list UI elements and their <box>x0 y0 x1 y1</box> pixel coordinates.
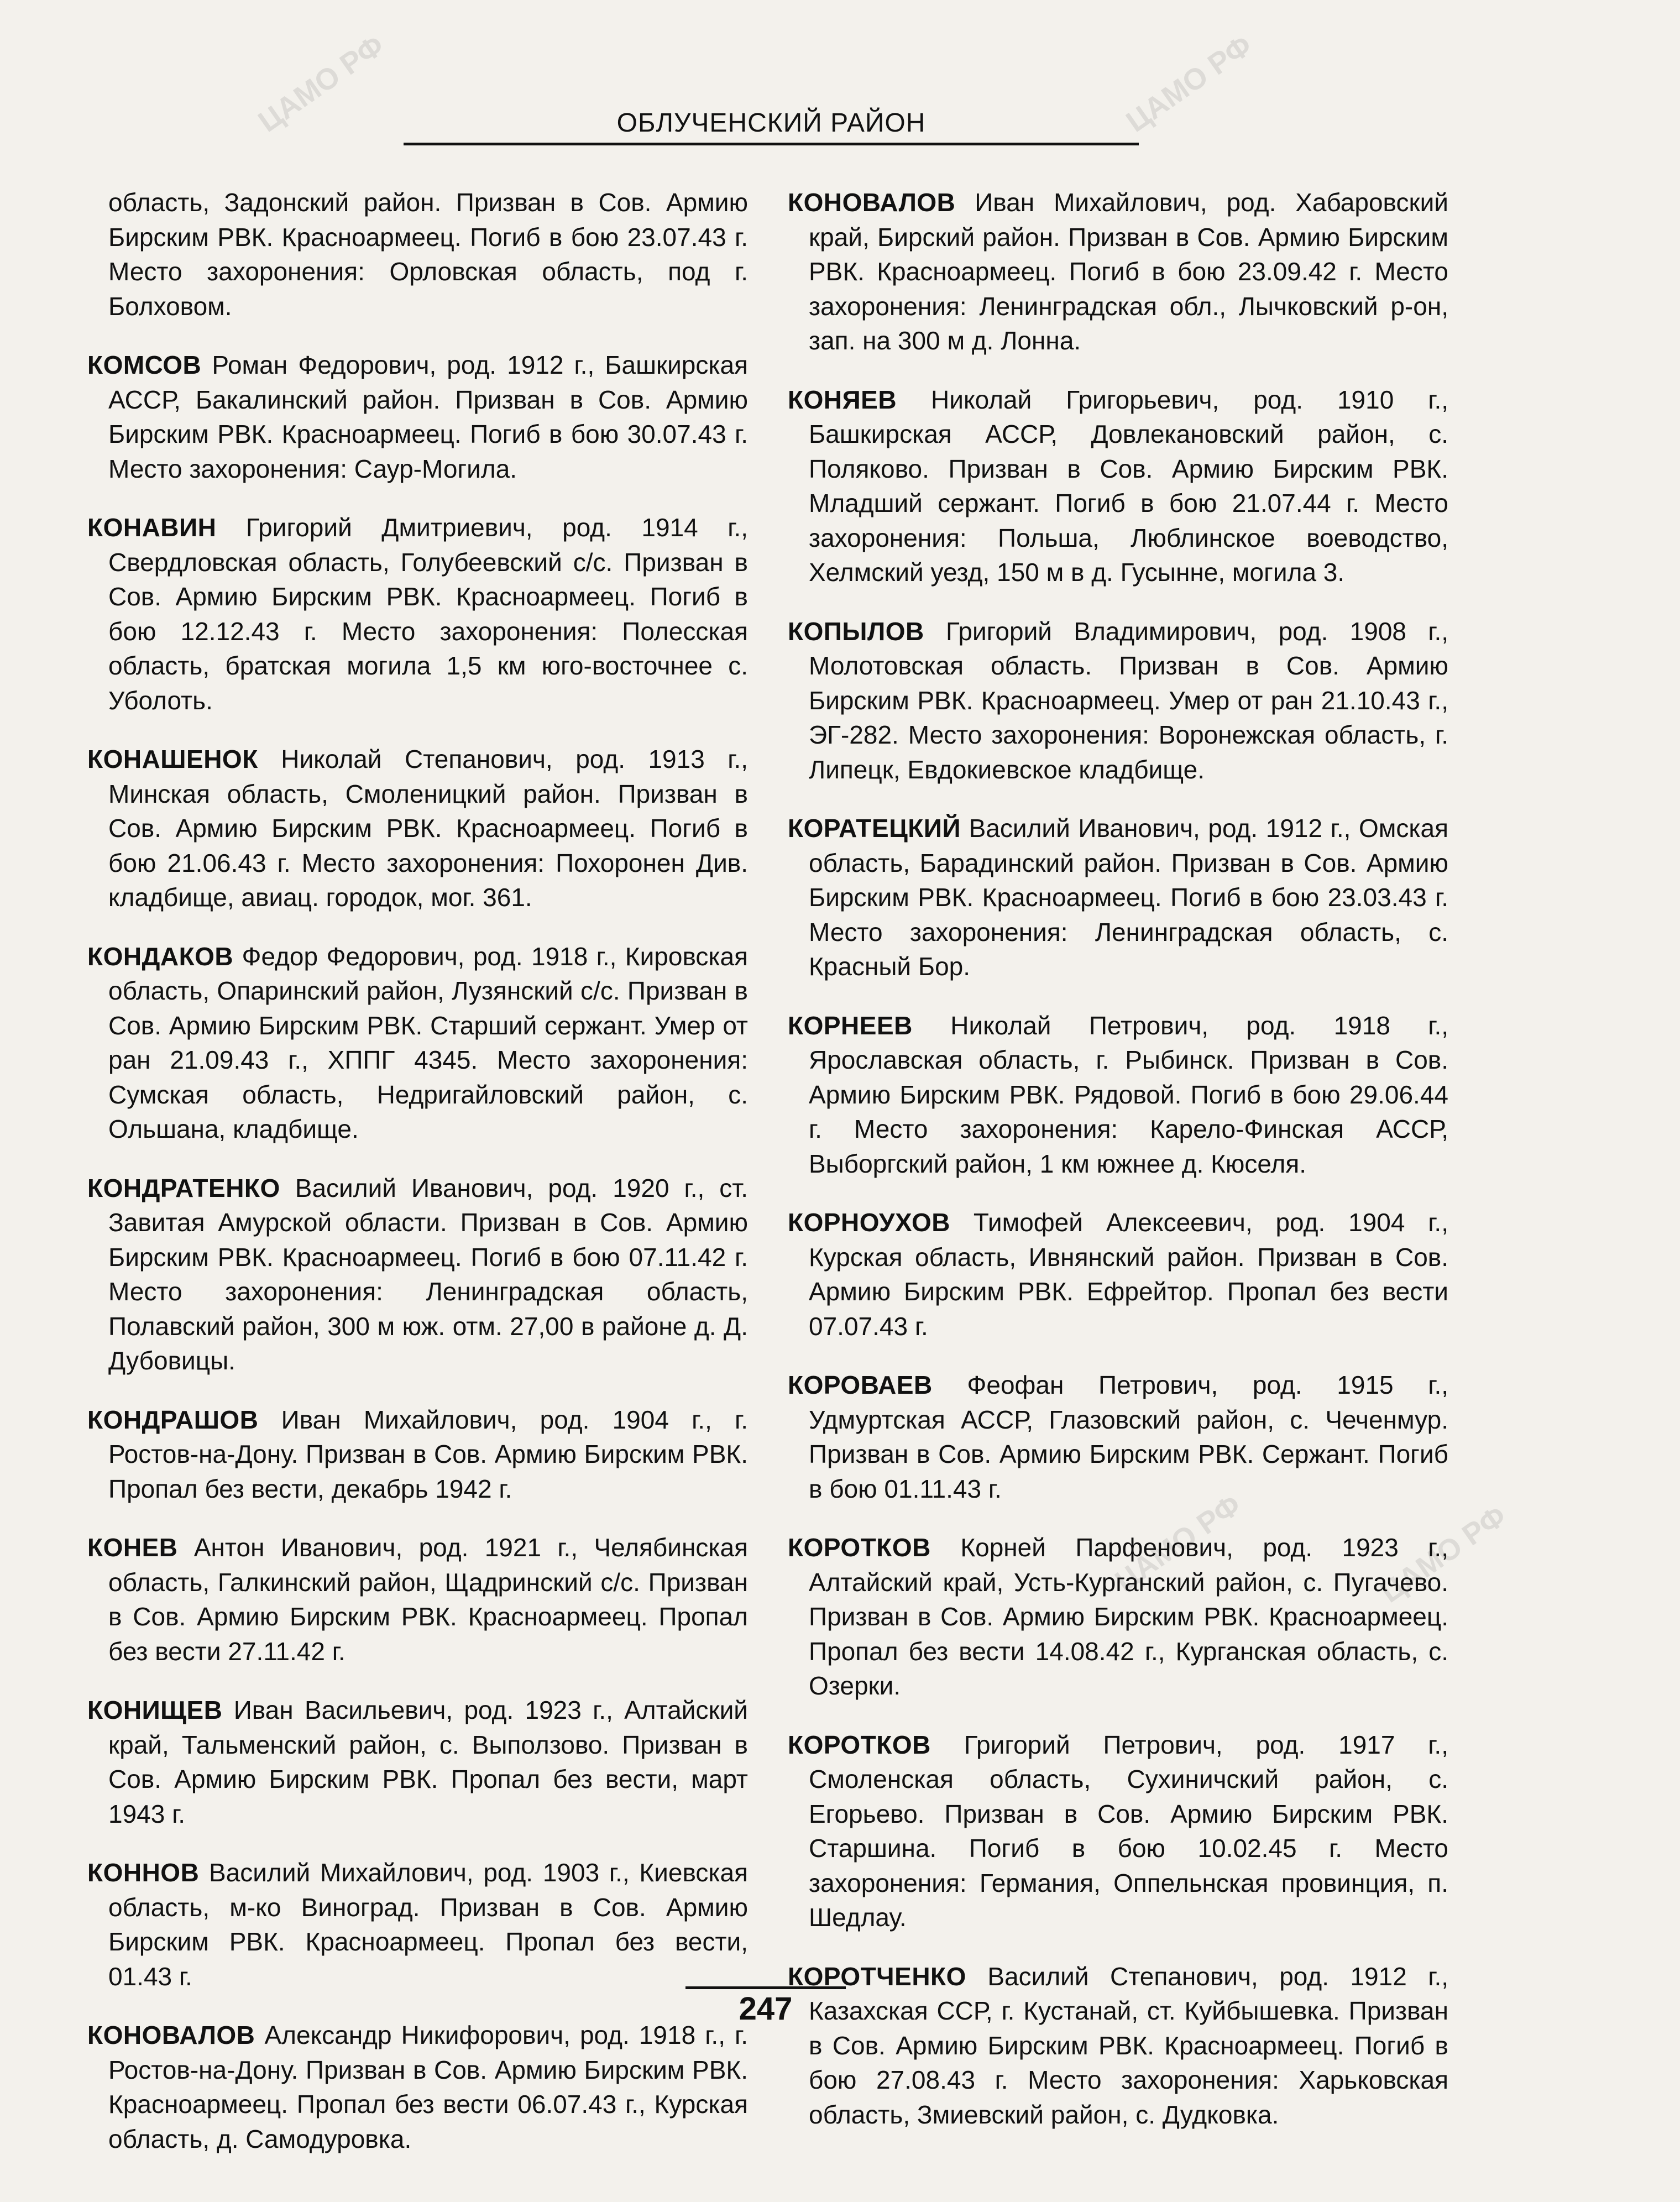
person-details: Василий Иванович, род. 1912 г., Омская область, Барадинский район. Призван в Сов. Армию Бирским РВК. Красноармеец. Погиб в бою 23.03.43 г. Место захоронения: Ленинградская область, с. Красный Бор. <box>809 814 1449 981</box>
person-surname: КОНДРАШОВ <box>87 1405 259 1434</box>
person-entry <box>788 1205 1448 1343</box>
person-surname: КОПЫЛОВ <box>788 616 924 646</box>
person-details: Григорий Петрович, род. 1917 г., Смоленская область, Сухиничский район, с. Егорьево. Призван в Сов. Армию Бирским РВК. Старшина. Погиб в бою 10.02.45 г. Место захоронения: Германия, Оппельнская провинция, п. Шедлау. <box>809 1730 1448 1932</box>
person-entry <box>788 1959 1448 2132</box>
person-surname: КОРОТЧЕНКО <box>788 1962 966 1991</box>
person-details: Феофан Петрович, род. 1915 г., Удмуртская АССР, Глазовский район, с. Чеченмур. Призван в Сов. Армию Бирским РВК. Сержант. Погиб в бою 01.11.43 г. <box>809 1371 1448 1503</box>
person-surname: КОНЯЕВ <box>788 385 897 414</box>
person-surname: КОРНЕЕВ <box>788 1011 913 1040</box>
page-number: 247 <box>739 1991 793 2027</box>
person-entry <box>87 1403 748 1507</box>
footer-rule <box>685 1986 846 1989</box>
person-details: Роман Федорович, род. 1912 г., Башкирская АССР, Бакалинский район. Призван в Сов. Армию Бирским РВК. Красноармеец. Погиб в бою 30.07.43 г. Место захоронения: Саур-Могила. <box>108 351 748 483</box>
person-entry <box>87 742 748 915</box>
person-surname: КОНОВАЛОВ <box>788 188 956 217</box>
person-entry <box>87 939 748 1147</box>
watermark-text: ЦАМО РФ <box>1109 1488 1247 1598</box>
person-details: Иван Васильевич, род. 1923 г., Алтайский край, Тальменский район, с. Выползово. Призван в Сов. Армию Бирским РВК. Пропал без вести, март 1943 г. <box>108 1696 748 1828</box>
person-details: Тимофей Алексеевич, род. 1904 г., Курская область, Ивнянский район. Призван в Сов. Армию Бирским РВК. Ефрейтор. Пропал без вести 07.07.43 г. <box>809 1208 1448 1341</box>
person-entry <box>87 1530 748 1669</box>
person-entry <box>87 348 748 486</box>
watermark-text: ЦАМО РФ <box>1120 28 1258 139</box>
person-surname: КОНОВАЛОВ <box>87 2021 255 2049</box>
person-entry <box>788 1530 1448 1703</box>
person-details: Александр Никифорович, род. 1918 г., г. Ростов-на-Дону. Призван в Сов. Армию Бирским РВК. Красноармеец. Пропал без вести 06.07.43 г., Курская область, д. Самодуровка. <box>108 2021 749 2153</box>
person-entry <box>87 510 748 718</box>
person-details: Антон Иванович, род. 1921 г., Челябинская область, Галкинский район, Щадринский с/с. Призван в Сов. Армию Бирским РВК. Красноармеец. Пропал без вести 27.11.42 г. <box>108 1533 749 1666</box>
watermark-text: ЦАМО РФ <box>252 28 390 139</box>
person-details: Иван Михайлович, род. Хабаровский край, Бирский район. Призван в Сов. Армию Бирским РВК. Красноармеец. Погиб в бою 23.09.42 г. Место захоронения: Ленинградская обл., Лычковский р-он, зап. на 300 м д. Лонна. <box>809 188 1448 355</box>
person-surname: КОНДАКОВ <box>87 942 234 971</box>
left-column <box>87 185 748 2180</box>
person-surname: КОРНОУХОВ <box>788 1208 950 1237</box>
person-entry <box>87 1855 748 1994</box>
person-entry <box>788 1728 1448 1935</box>
person-entry <box>788 614 1448 787</box>
person-details: Николай Степанович, род. 1913 г., Минская область, Смоленицкий район. Призван в Сов. Армию Бирским РВК. Красноармеец. Погиб в бою 21.06.43 г. Место захоронения: Похоронен Див. кладбище, авиац. городок, мог. 361. <box>108 745 748 912</box>
person-surname: КОННОВ <box>87 1858 200 1887</box>
person-entry <box>87 1171 748 1378</box>
person-details: Василий Степанович, род. 1912 г., Казахская ССР, г. Кустанай, ст. Куйбышевка. Призван в Сов. Армию Бирским РВК. Красноармеец. Погиб в бою 27.08.43 г. Место захоронения: Харьковская область, Змиевский район, с. Дудковка. <box>809 1962 1449 2129</box>
person-entry <box>788 185 1448 358</box>
person-details: Григорий Владимирович, род. 1908 г., Молотовская область. Призван в Сов. Армию Бирским РВК. Красноармеец. Умер от ран 21.10.43 г., ЭГ-282. Место захоронения: Воронежская область, г. Липецк, Евдокиевское кладбище. <box>809 616 1449 784</box>
person-details: Василий Михайлович, род. 1903 г., Киевская область, м-ко Виноград. Призван в Сов. Армию Бирским РВК. Красноармеец. Пропал без вести, 01.43 г. <box>108 1858 748 1991</box>
person-details: Иван Михайлович, род. 1904 г., г. Ростов-на-Дону. Призван в Сов. Армию Бирским РВК. Пропал без вести, декабрь 1942 г. <box>108 1405 748 1503</box>
person-surname: КОМСОВ <box>87 351 202 379</box>
right-column <box>788 185 1448 2156</box>
continued-entry: область, Задонский район. Призван в Сов. Армию Бирским РВК. Красноармеец. Погиб в бою 23.07.43 г. Место захоронения: Орловская область, под г. Болховом. <box>108 188 748 321</box>
person-details: Василий Иванович, род. 1920 г., ст. Завитая Амурской области. Призван в Сов. Армию Бирским РВК. Красноармеец. Погиб в бою 07.11.42 г. Место захоронения: Ленинградская область, Полавский район, 300 м юж. отм. 27,00 в районе д. Д. Дубовицы. <box>108 1173 749 1375</box>
person-details: Корней Парфенович, род. 1923 г., Алтайский край, Усть-Курганский район, с. Пугачево. Призван в Сов. Армию Бирским РВК. Красноармеец. Пропал без вести 14.08.42 г., Курганская область, с. Озерки. <box>809 1533 1448 1700</box>
page-header: ОБЛУЧЕНСКИЙ РАЙОН <box>404 108 1139 145</box>
person-entry <box>788 1008 1448 1181</box>
person-details: Федор Федорович, род. 1918 г., Кировская область, Опаринский район, Лузянский с/с. Призван в Сов. Армию Бирским РВК. Старший сержант. Умер от ран 21.09.43 г., ХППГ 4345. Место захоронения: Сумская область, Недригайловский район, с. Ольшана, кладбище. <box>108 942 748 1143</box>
person-entry <box>87 1693 748 1831</box>
person-surname: КОНАШЕНОК <box>87 745 258 773</box>
person-surname: КОРОТКОВ <box>788 1533 931 1562</box>
person-surname: КОНЕВ <box>87 1533 178 1562</box>
person-surname: КОРАТЕЦКИЙ <box>788 814 961 843</box>
person-entry <box>87 2018 748 2156</box>
watermark-text: ЦАМО РФ <box>1374 1499 1512 1609</box>
person-details: Николай Григорьевич, род. 1910 г., Башкирская АССР, Довлекановский район, с. Поляково. Призван в Сов. Армию Бирским РВК. Младший сержант. Погиб в бою 21.07.44 г. Место захоронения: Польша, Люблинское воеводство, Хелмский уезд, 150 м в д. Гусынне, могила 3. <box>809 385 1448 587</box>
person-details: Григорий Дмитриевич, род. 1914 г., Свердловская область, Голубеевский с/с. Призван в Сов. Армию Бирским РВК. Красноармеец. Погиб в бою 12.12.43 г. Место захоронения: Полесская область, братская могила 1,5 км юго-восточнее с. Уболоть. <box>108 513 748 715</box>
person-surname: КОНДРАТЕНКО <box>87 1173 280 1202</box>
person-entry <box>788 383 1448 590</box>
person-surname: КОРОТКОВ <box>788 1730 931 1759</box>
person-entry <box>788 811 1448 984</box>
person-details: Николай Петрович, род. 1918 г., Ярославская область, г. Рыбинск. Призван в Сов. Армию Бирским РВК. Рядовой. Погиб в бою 29.06.44 г. Место захоронения: Карело-Финская АССР, Выборгский район, 1 км южнее д. Кюселя. <box>809 1011 1449 1178</box>
person-surname: КОНАВИН <box>87 513 217 542</box>
person-entry <box>788 1368 1448 1506</box>
person-surname: КОНИЩЕВ <box>87 1696 223 1724</box>
person-surname: КОРОВАЕВ <box>788 1371 933 1399</box>
